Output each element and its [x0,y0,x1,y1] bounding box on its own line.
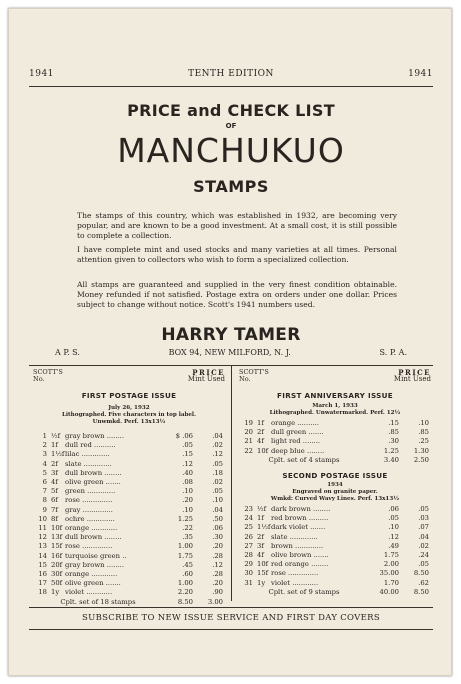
used-price: .02 [212,478,223,487]
stamp-value: 20f [51,560,63,569]
stamp-value: 4f [51,478,58,487]
stamp-row [33,542,225,551]
stamp-number: 2 [42,441,47,450]
price-heading: PRICE [398,368,431,377]
price-heading: PRICE [192,368,225,377]
stamp-row [239,428,431,437]
stamp-number: 30 [244,569,253,578]
stamp-row [239,523,431,532]
stamp-color: olive green ....... [65,579,121,588]
mint-price: .08 [182,478,193,487]
stamp-color: olive green ....... [65,478,121,487]
mint-price: .05 [182,441,193,450]
stamp-row [239,569,431,578]
stamp-row [239,447,431,456]
anniv-issue-date: March 1, 1933 [312,403,358,409]
complete-set-mint: 8.50 [177,597,193,606]
complete-set-row [33,598,225,607]
footer-rule-bottom [29,629,433,630]
stamp-color: turquoise green .. [65,551,127,560]
mint-price: 2.20 [177,588,193,597]
no-label: No. [33,375,45,383]
stamp-color: orange ............ [65,570,118,579]
stamp-number: 26 [244,532,253,541]
stamp-number: 13 [38,542,47,551]
stamp-number: 21 [244,437,253,446]
price-list-sheet [8,8,452,676]
used-price: .05 [212,459,223,468]
stamp-value: 2f [257,428,264,437]
stamp-color: dull brown ........ [65,533,122,542]
footer-text: SUBSCRIBE TO NEW ISSUE SERVICE AND FIRST DAY COVERS [82,613,380,623]
stamp-value: 1½f [257,523,271,532]
complete-set-mint: 3.40 [383,455,399,464]
second-issue-note-1: Engraved on granite paper. [292,489,378,496]
mint-price: .12 [388,532,399,541]
intro-paragraph-2: I have complete mint and used stocks and many varieties at all times. Personal attention given to collectors who wish to form a specialized collection. [77,245,397,264]
stamp-color: orange .......... [271,419,319,427]
scotts-label: SCOTT'S [239,368,269,376]
used-price: .50 [212,514,223,523]
stamp-value: 10f [257,560,269,569]
anniv-issue-note-1: Lithographed. Unwatermarked. Perf. 12½ [269,410,401,416]
stamp-number: 12 [38,533,47,542]
complete-set-row [239,456,431,465]
stamp-row [239,505,431,514]
stamp-row [33,515,225,524]
column-divider [231,366,232,601]
stamp-row [33,570,225,579]
price-label [188,369,225,383]
column-header [33,369,225,387]
complete-set-label: Cplt. set of 4 stamps [268,455,340,464]
second-issue-title: SECOND POSTAGE ISSUE [282,471,388,481]
used-price: .30 [212,533,223,542]
stamp-row [33,588,225,597]
used-price: .06 [212,524,223,533]
stamp-color: dull red .......... [65,441,116,450]
stamp-row [239,551,431,560]
stamp-number: 4 [42,459,47,468]
stamp-value: 7f [51,505,58,514]
stamp-color: red orange ........ [271,560,329,569]
used-price: .20 [212,579,223,588]
stamp-number: 6 [42,478,47,487]
mint-price: .10 [388,523,399,532]
stamp-number: 28 [244,551,253,560]
stamp-color: ochre ............. [65,514,115,523]
stamp-value: 13f [51,533,63,542]
header-year-left: 1941 [29,69,54,79]
stamp-value: 2f [51,459,58,468]
stamp-value: 15f [257,569,269,578]
seller-address: BOX 94, NEW MILFORD, N. J. [168,348,291,357]
stamp-number: 8 [42,496,47,505]
mint-price: 1.00 [177,579,193,588]
stamp-row [33,441,225,450]
mint-price: .85 [388,428,399,437]
stamp-row [33,496,225,505]
page-header [29,69,433,79]
used-price: .24 [418,551,429,560]
stamp-number: 11 [38,524,47,533]
header-rule [29,86,433,87]
anniv-issue-table [239,419,431,465]
stamp-color: violet ............ [271,578,319,587]
first-issue-note-1: Lithographed. Five characters in top label. [62,412,196,418]
used-price: .02 [212,441,223,450]
mint-price: .35 [182,533,193,542]
used-price: .25 [418,437,429,446]
stamp-row [239,579,431,588]
mint-price: 1.00 [177,542,193,551]
stamp-number: 15 [38,560,47,569]
stamp-color: gray brown ........ [65,432,124,440]
first-issue-note-2: Unwmkd. Perf. 13x13½ [92,419,166,425]
mint-used-heading: Mint Used [187,375,225,383]
used-price: .85 [418,428,429,437]
stamp-value: 5f [51,487,58,496]
stamp-row [33,506,225,515]
stamp-value: 10f [51,524,63,533]
used-price: .28 [212,570,223,579]
first-issue-table [33,432,225,607]
stamp-number: 14 [38,551,47,560]
stamp-color: red brown ......... [271,514,329,523]
stamp-color: olive brown ....... [271,551,329,560]
stamp-value: 3f [51,468,58,477]
stamp-color: gray .............. [65,505,113,514]
stamp-number: 17 [38,579,47,588]
mint-price: .20 [182,496,193,505]
stamp-value: 1y [257,578,266,587]
stamp-value: 8f [51,514,58,523]
mint-price: 1.75 [383,551,399,560]
stamp-row [33,432,225,441]
mint-price: 35.00 [379,569,399,578]
seller-name: HARRY TAMER [161,325,301,345]
mint-price: .12 [182,459,193,468]
stamp-number: 27 [244,541,253,550]
mint-used-heading: Mint Used [393,375,431,383]
stamp-number: 19 [244,419,253,427]
stamp-row [239,533,431,542]
scotts-no-label [33,369,63,383]
complete-set-used: 2.50 [413,455,429,464]
stamp-row [33,579,225,588]
used-price: .90 [212,588,223,597]
first-issue-title: FIRST POSTAGE ISSUE [81,391,177,400]
stamp-row [33,524,225,533]
stamp-color: rose .............. [271,569,319,578]
left-column [33,369,225,607]
stamp-value: 1½f [51,450,65,459]
stamp-number: 18 [38,588,47,597]
complete-set-mint: 40.00 [379,587,399,596]
stamp-row [33,552,225,561]
stamp-number: 20 [244,428,253,437]
title-country: MANCHUKUO [117,131,345,170]
mint-price: .15 [182,450,193,459]
used-price: .10 [418,419,429,427]
stamp-row [239,514,431,523]
stamp-value: ½f [257,505,267,514]
stamp-row [33,487,225,496]
stamp-number: 1 [42,432,47,440]
stamp-row [33,450,225,459]
stamp-color: slate ............. [65,459,112,468]
used-price: .18 [212,468,223,477]
used-price: .05 [418,560,429,569]
intro-paragraph-3: All stamps are guaranteed and supplied in the very finest condition obtainable. Money refunded if not satisfied. Postage extra on orders under one dollar. Prices subject to change without notice. Scott's 1941 numbers used. [77,280,397,309]
stamp-row [33,478,225,487]
stamp-number: 9 [42,505,47,514]
mint-price: 1.75 [177,551,193,560]
stamp-number: 3 [42,450,47,459]
used-price: .03 [418,514,429,523]
stamp-color: slate ............. [271,532,318,541]
mint-price: .49 [388,541,399,550]
second-issue-note-2: Wmkd: Curved Wavy Lines. Perf. 13x13½ [270,496,400,503]
title-of: OF [225,122,237,130]
anniv-issue-title: FIRST ANNIVERSARY ISSUE [277,391,393,400]
complete-set-label: Cplt. set of 9 stamps [268,587,340,596]
used-price: .12 [212,560,223,569]
stamp-row [33,533,225,542]
stamp-row [239,542,431,551]
used-price: .04 [212,432,223,440]
stamp-color: deep blue ........ [271,446,325,455]
header-year-right: 1941 [408,69,433,79]
stamp-row [33,561,225,570]
title-line-1: PRICE and CHECK LIST [127,101,335,120]
used-price: .04 [418,532,429,541]
stamp-color: rose .............. [65,496,113,505]
stamp-value: 3f [257,541,264,550]
stamp-value: ½f [51,432,61,440]
second-issue-date: 1934 [327,482,343,489]
spa-badge: S. P. A. [379,348,407,357]
used-price: .05 [418,505,429,514]
aps-badge: A P. S. [55,348,80,357]
stamp-number: 25 [244,523,253,532]
used-price: .28 [212,551,223,560]
stamp-value: 4f [257,437,264,446]
used-price: 8.50 [413,569,429,578]
header-edition: TENTH EDITION [188,69,274,79]
complete-set-used: 3.00 [207,597,223,606]
seller-address-row [55,348,407,357]
stamp-color: orange ............ [65,524,118,533]
right-column [239,369,431,597]
mint-price: $ .06 [175,432,193,440]
stamp-number: 5 [42,468,47,477]
used-price: .07 [418,523,429,532]
complete-set-row [239,588,431,597]
mint-price: .60 [182,570,193,579]
stamp-color: green ............. [65,487,116,496]
stamp-value: 10f [257,446,269,455]
intro-paragraph-1: The stamps of this country, which was established in 1932, are becoming very popular, and are known to be a good investment. At a small cost, it is still possible to complete a collection. [77,211,397,240]
mint-price: .10 [182,487,193,496]
scotts-label: SCOTT'S [33,368,63,376]
used-price: 1.30 [413,446,429,455]
mint-price: .40 [182,468,193,477]
mint-price: .45 [182,560,193,569]
stamp-row [239,560,431,569]
stamp-value: 4f [257,551,264,560]
mint-price: 1.25 [383,446,399,455]
stamp-value: 1y [51,588,60,597]
stamp-number: 31 [244,578,253,587]
stamp-color: light red ........ [271,437,321,446]
stamp-number: 16 [38,570,47,579]
stamp-color: rose .............. [65,542,113,551]
stamp-value: 6f [51,496,58,505]
title-line-3: STAMPS [193,177,269,196]
stamp-number: 22 [244,446,253,455]
stamp-number: 10 [38,514,47,523]
stamp-number: 7 [42,487,47,496]
stamp-number: 29 [244,560,253,569]
mint-price: .05 [388,514,399,523]
stamp-row [33,460,225,469]
stamp-color: dull green ....... [271,428,324,437]
mint-price: .22 [182,524,193,533]
stamp-color: violet ............ [65,588,113,597]
stamp-value: 15f [51,542,63,551]
stamp-row [33,469,225,478]
second-issue-table [239,505,431,597]
used-price: .62 [418,578,429,587]
used-price: .04 [212,505,223,514]
complete-set-used: 8.50 [413,587,429,596]
stamp-number: 24 [244,514,253,523]
mint-price: .15 [388,419,399,427]
stamp-row [239,419,431,428]
complete-set-label: Cplt. set of 18 stamps [60,597,136,606]
used-price: .10 [212,496,223,505]
mint-price: 1.70 [383,578,399,587]
stamp-value: 30f [51,570,63,579]
used-price: .02 [418,541,429,550]
stamp-row [239,437,431,446]
column-header [239,369,431,387]
first-issue-date: July 26, 1932 [108,405,150,411]
stamp-color: dull brown ........ [65,468,122,477]
used-price: .05 [212,487,223,496]
stamp-value: 16f [51,551,63,560]
stamp-color: brown ............. [271,541,324,550]
stamp-value: 1f [257,514,264,523]
used-price: .20 [212,542,223,551]
mint-price: .10 [182,505,193,514]
stamp-value: 50f [51,579,63,588]
mint-price: 2.00 [383,560,399,569]
no-label: No. [239,375,251,383]
stamp-color: dark violet ....... [271,523,326,532]
mint-price: 1.25 [177,514,193,523]
stamp-value: 2f [257,532,264,541]
price-label [394,369,431,383]
stamp-number: 23 [244,505,253,514]
stamp-color: dark brown ........ [271,505,331,514]
used-price: .12 [212,450,223,459]
scotts-no-label [239,369,269,383]
mint-price: .06 [388,505,399,514]
stamp-value: 1f [51,441,58,450]
mint-price: .30 [388,437,399,446]
stamp-color: gray brown ........ [65,560,124,569]
stamp-value: 1f [257,419,264,427]
stamp-color: lilac ............. [65,450,110,459]
footer-rule-top [29,607,433,608]
